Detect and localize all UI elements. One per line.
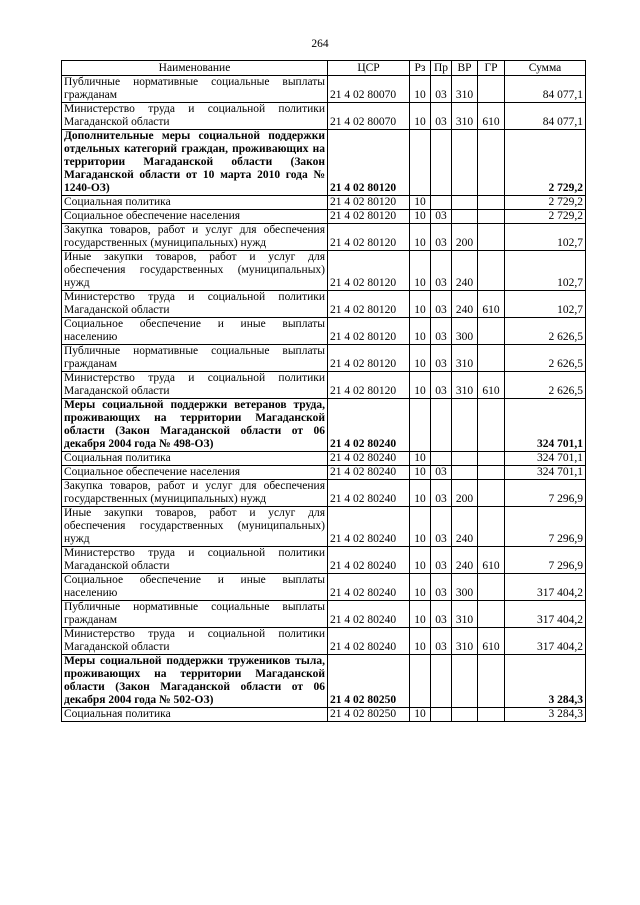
cell-rz [410,130,431,196]
cell-csr: 21 4 02 80240 [328,480,410,507]
cell-sum: 324 701,1 [505,399,586,452]
table-row [62,372,586,399]
cell-csr: 21 4 02 80120 [328,291,410,318]
cell-vr: 240 [452,547,478,574]
cell-csr: 21 4 02 80120 [328,251,410,291]
cell-pr: 03 [431,210,452,224]
cell-sum: 84 077,1 [505,103,586,130]
cell-pr: 03 [431,318,452,345]
cell-sum: 7 296,9 [505,507,586,547]
table-row [62,628,586,655]
table-row [62,480,586,507]
cell-csr: 21 4 02 80120 [328,345,410,372]
cell-pr: 03 [431,466,452,480]
cell-name: Социальная политика [62,708,328,722]
cell-sum: 3 284,3 [505,655,586,708]
cell-sum: 2 626,5 [505,318,586,345]
cell-name: Меры социальной поддержки тружеников тыла, проживающих на территории Магаданской области (Закон Магаданской области от 06 декабря 2004 года № 502-ОЗ) [62,655,328,708]
cell-vr [452,130,478,196]
cell-name: Социальное обеспечение и иные выплаты населению [62,318,328,345]
cell-gr: 610 [478,291,505,318]
cell-name: Закупка товаров, работ и услуг для обеспечения государственных (муниципальных) нужд [62,480,328,507]
cell-sum: 2 729,2 [505,196,586,210]
cell-vr [452,210,478,224]
cell-vr: 300 [452,318,478,345]
cell-csr: 21 4 02 80120 [328,196,410,210]
cell-rz [410,655,431,708]
cell-gr [478,708,505,722]
cell-sum: 2 626,5 [505,345,586,372]
cell-rz: 10 [410,196,431,210]
cell-rz: 10 [410,574,431,601]
cell-name: Министерство труда и социальной политики Магаданской области [62,547,328,574]
table-row [62,507,586,547]
cell-name: Социальное обеспечение населения [62,466,328,480]
cell-pr: 03 [431,345,452,372]
table-row [62,574,586,601]
cell-name: Публичные нормативные социальные выплаты гражданам [62,76,328,103]
table-row [62,224,586,251]
cell-name: Социальное обеспечение населения [62,210,328,224]
header-gr: ГР [478,61,505,76]
cell-vr: 240 [452,291,478,318]
cell-vr [452,466,478,480]
cell-csr: 21 4 02 80250 [328,708,410,722]
header-vr: ВР [452,61,478,76]
cell-gr [478,507,505,547]
cell-gr [478,76,505,103]
cell-name: Меры социальной поддержки ветеранов труда, проживающих на территории Магаданской области (Закон Магаданской области от 06 декабря 2004 года № 498-ОЗ) [62,399,328,452]
cell-csr: 21 4 02 80240 [328,601,410,628]
cell-vr: 310 [452,601,478,628]
table-row [62,210,586,224]
cell-name: Социальная политика [62,452,328,466]
cell-pr: 03 [431,480,452,507]
table-row-section [62,655,586,708]
cell-vr: 310 [452,103,478,130]
cell-name: Иные закупки товаров, работ и услуг для обеспечения государственных (муниципальных) нужд [62,507,328,547]
cell-vr: 240 [452,507,478,547]
table-row [62,196,586,210]
table-row [62,708,586,722]
cell-sum: 317 404,2 [505,601,586,628]
cell-csr: 21 4 02 80240 [328,466,410,480]
cell-sum: 324 701,1 [505,466,586,480]
cell-rz: 10 [410,291,431,318]
cell-rz: 10 [410,210,431,224]
cell-vr [452,399,478,452]
table-row [62,76,586,103]
cell-gr [478,224,505,251]
cell-vr: 200 [452,480,478,507]
cell-pr [431,130,452,196]
cell-rz: 10 [410,507,431,547]
cell-pr [431,655,452,708]
cell-vr: 310 [452,345,478,372]
cell-pr: 03 [431,601,452,628]
cell-csr: 21 4 02 80070 [328,76,410,103]
cell-vr: 310 [452,628,478,655]
cell-pr: 03 [431,291,452,318]
cell-vr: 310 [452,372,478,399]
cell-rz: 10 [410,76,431,103]
cell-csr: 21 4 02 80240 [328,574,410,601]
cell-sum: 317 404,2 [505,628,586,655]
cell-pr [431,196,452,210]
cell-gr: 610 [478,103,505,130]
cell-gr [478,345,505,372]
cell-rz: 10 [410,466,431,480]
cell-pr: 03 [431,628,452,655]
cell-gr: 610 [478,547,505,574]
header-pr: Пр [431,61,452,76]
cell-sum: 2 729,2 [505,210,586,224]
cell-vr [452,655,478,708]
cell-gr [478,251,505,291]
cell-name: Публичные нормативные социальные выплаты гражданам [62,601,328,628]
cell-gr [478,318,505,345]
cell-pr: 03 [431,372,452,399]
header-rz: Рз [410,61,431,76]
table-row [62,601,586,628]
cell-sum: 2 626,5 [505,372,586,399]
cell-rz: 10 [410,372,431,399]
cell-vr: 200 [452,224,478,251]
cell-name: Дополнительные меры социальной поддержки отдельных категорий граждан, проживающих на территории Магаданской области (Закон Магаданской области от 10 марта 2010 года № 1240-ОЗ) [62,130,328,196]
table-row [62,547,586,574]
header-sum: Сумма [505,61,586,76]
cell-sum: 324 701,1 [505,452,586,466]
cell-rz: 10 [410,480,431,507]
cell-sum: 3 284,3 [505,708,586,722]
cell-gr [478,601,505,628]
cell-rz: 10 [410,103,431,130]
cell-sum: 84 077,1 [505,76,586,103]
cell-gr: 610 [478,372,505,399]
cell-vr: 240 [452,251,478,291]
cell-pr: 03 [431,547,452,574]
cell-gr [478,130,505,196]
cell-sum: 7 296,9 [505,480,586,507]
cell-name: Министерство труда и социальной политики Магаданской области [62,628,328,655]
cell-gr: 610 [478,628,505,655]
cell-gr [478,574,505,601]
table-row [62,291,586,318]
cell-pr: 03 [431,574,452,601]
table-row-section [62,399,586,452]
cell-name: Министерство труда и социальной политики Магаданской области [62,291,328,318]
cell-pr: 03 [431,76,452,103]
cell-rz: 10 [410,601,431,628]
cell-gr [478,466,505,480]
cell-sum: 7 296,9 [505,547,586,574]
cell-pr [431,399,452,452]
cell-vr [452,452,478,466]
cell-gr [478,452,505,466]
cell-name: Иные закупки товаров, работ и услуг для обеспечения государственных (муниципальных) нужд [62,251,328,291]
table-row [62,318,586,345]
cell-csr: 21 4 02 80120 [328,318,410,345]
cell-csr: 21 4 02 80070 [328,103,410,130]
cell-pr: 03 [431,507,452,547]
cell-gr [478,399,505,452]
cell-pr: 03 [431,103,452,130]
cell-vr [452,196,478,210]
cell-name: Министерство труда и социальной политики Магаданской области [62,372,328,399]
table-row [62,466,586,480]
table-header-row [62,61,586,76]
cell-name: Закупка товаров, работ и услуг для обеспечения государственных (муниципальных) нужд [62,224,328,251]
cell-csr: 21 4 02 80250 [328,655,410,708]
cell-pr [431,452,452,466]
cell-rz: 10 [410,224,431,251]
cell-gr [478,655,505,708]
cell-pr: 03 [431,251,452,291]
cell-sum: 317 404,2 [505,574,586,601]
page-number: 264 [311,38,329,50]
cell-csr: 21 4 02 80120 [328,210,410,224]
cell-vr: 300 [452,574,478,601]
cell-rz: 10 [410,547,431,574]
table-body [62,76,586,722]
cell-name: Министерство труда и социальной политики Магаданской области [62,103,328,130]
cell-rz [410,399,431,452]
header-name: Наименование [62,61,328,76]
cell-gr [478,196,505,210]
cell-sum: 102,7 [505,291,586,318]
cell-sum: 102,7 [505,224,586,251]
header-csr: ЦСР [328,61,410,76]
cell-pr [431,708,452,722]
cell-csr: 21 4 02 80240 [328,452,410,466]
table-row-section [62,130,586,196]
cell-name: Социальное обеспечение и иные выплаты населению [62,574,328,601]
cell-sum: 102,7 [505,251,586,291]
cell-name: Публичные нормативные социальные выплаты гражданам [62,345,328,372]
table-row [62,345,586,372]
cell-csr: 21 4 02 80120 [328,224,410,251]
cell-csr: 21 4 02 80240 [328,507,410,547]
cell-csr: 21 4 02 80240 [328,547,410,574]
cell-pr: 03 [431,224,452,251]
cell-rz: 10 [410,708,431,722]
table-row [62,251,586,291]
cell-gr [478,210,505,224]
cell-csr: 21 4 02 80240 [328,628,410,655]
cell-rz: 10 [410,628,431,655]
cell-csr: 21 4 02 80120 [328,372,410,399]
cell-rz: 10 [410,345,431,372]
cell-gr [478,480,505,507]
table-row [62,103,586,130]
cell-vr [452,708,478,722]
cell-csr: 21 4 02 80240 [328,399,410,452]
cell-name: Социальная политика [62,196,328,210]
cell-rz: 10 [410,251,431,291]
cell-sum: 2 729,2 [505,130,586,196]
table-row [62,452,586,466]
cell-rz: 10 [410,318,431,345]
cell-vr: 310 [452,76,478,103]
cell-csr: 21 4 02 80120 [328,130,410,196]
cell-rz: 10 [410,452,431,466]
budget-table [61,60,586,722]
